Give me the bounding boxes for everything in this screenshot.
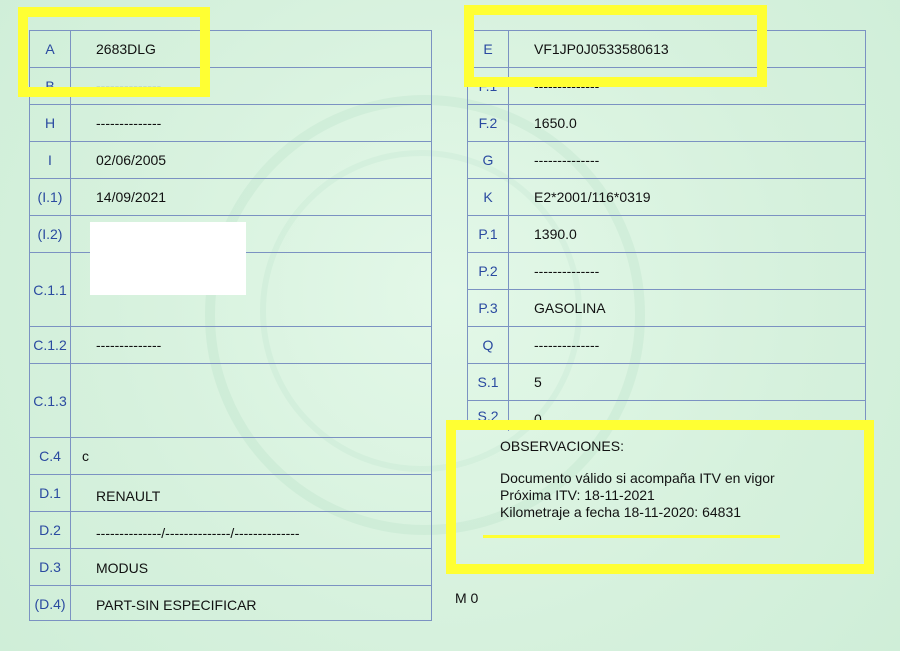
field-value: -------------- bbox=[96, 78, 162, 94]
field-code: C.4 bbox=[30, 438, 71, 474]
field-value: -------------- bbox=[534, 152, 600, 168]
field-row-P3 bbox=[468, 290, 865, 327]
field-row-S1 bbox=[468, 364, 865, 401]
highlight-box-vin bbox=[464, 5, 767, 87]
observations-title: OBSERVACIONES: bbox=[500, 438, 624, 454]
field-value: 1650.0 bbox=[534, 115, 577, 131]
field-code: P.2 bbox=[468, 253, 509, 289]
field-code: G bbox=[468, 142, 509, 178]
field-row-D1 bbox=[30, 475, 431, 512]
field-value: GASOLINA bbox=[534, 300, 606, 316]
highlight-box-observations bbox=[446, 420, 874, 574]
field-value: 2683DLG bbox=[96, 41, 156, 57]
field-row-P2 bbox=[468, 253, 865, 290]
field-value: PART-SIN ESPECIFICAR bbox=[96, 597, 257, 613]
field-code: (I.1) bbox=[30, 179, 71, 215]
field-value: -------------- bbox=[96, 337, 162, 353]
field-row-F2 bbox=[468, 105, 865, 142]
field-code: D.2 bbox=[30, 512, 71, 548]
field-row-D3 bbox=[30, 549, 431, 586]
field-code: H bbox=[30, 105, 71, 141]
field-code: E bbox=[468, 31, 509, 67]
field-row-G bbox=[468, 142, 865, 179]
field-value: 5 bbox=[534, 374, 542, 390]
field-row-C13 bbox=[30, 364, 431, 438]
observations-line: Documento válido si acompaña ITV en vigor bbox=[500, 470, 775, 486]
field-code: D.1 bbox=[30, 475, 71, 511]
field-value: -------------- bbox=[534, 78, 600, 94]
observations-line: Próxima ITV: 18-11-2021 bbox=[500, 487, 655, 503]
observations-line: Kilometraje a fecha 18-11-2020: 64831 bbox=[500, 504, 742, 520]
field-code: I bbox=[30, 142, 71, 178]
field-row-H bbox=[30, 105, 431, 142]
field-code: (I.2) bbox=[30, 216, 71, 252]
field-code: A bbox=[30, 31, 71, 67]
field-value: 1390.0 bbox=[534, 226, 577, 242]
field-row-Q bbox=[468, 327, 865, 364]
field-value: 02/06/2005 bbox=[96, 152, 167, 168]
field-row-D2 bbox=[30, 512, 431, 549]
field-value: --------------/--------------/-------------- bbox=[96, 525, 300, 541]
field-value: RENAULT bbox=[96, 488, 161, 504]
field-row-P1 bbox=[468, 216, 865, 253]
field-value: 14/09/2021 bbox=[96, 189, 167, 205]
field-code: P.1 bbox=[468, 216, 509, 252]
highlight-box-plate bbox=[18, 7, 210, 97]
field-row-I bbox=[30, 142, 431, 179]
field-row-I1 bbox=[30, 179, 431, 216]
field-value: VF1JP0J0533580613 bbox=[534, 41, 669, 57]
field-code: F.1 bbox=[468, 68, 509, 104]
field-code: F.2 bbox=[468, 105, 509, 141]
field-row-D4 bbox=[30, 586, 431, 621]
redacted-area bbox=[90, 222, 246, 295]
left-fields-table bbox=[29, 30, 432, 621]
field-code: C.1.1 bbox=[30, 253, 71, 326]
field-code: P.3 bbox=[468, 290, 509, 326]
right-fields-table bbox=[467, 30, 866, 430]
field-code: C.1.2 bbox=[30, 327, 71, 363]
field-code: S.1 bbox=[468, 364, 509, 400]
field-row-C4 bbox=[30, 438, 431, 475]
field-code: (D.4) bbox=[30, 586, 71, 621]
field-code: K bbox=[468, 179, 509, 215]
field-value: c bbox=[82, 448, 89, 464]
field-code: Q bbox=[468, 327, 509, 363]
field-code: D.3 bbox=[30, 549, 71, 585]
field-row-K bbox=[468, 179, 865, 216]
field-value: -------------- bbox=[534, 337, 600, 353]
field-code: B bbox=[30, 68, 71, 104]
field-value: -------------- bbox=[534, 263, 600, 279]
field-value: -------------- bbox=[96, 115, 162, 131]
footer-code: M 0 bbox=[455, 590, 479, 606]
field-code: S.2 bbox=[468, 401, 509, 431]
field-value: MODUS bbox=[96, 560, 149, 576]
field-row-C12 bbox=[30, 327, 431, 364]
field-value: E2*2001/116*0319 bbox=[534, 189, 651, 205]
field-value: 0 bbox=[534, 411, 542, 427]
field-code: C.1.3 bbox=[30, 364, 71, 437]
